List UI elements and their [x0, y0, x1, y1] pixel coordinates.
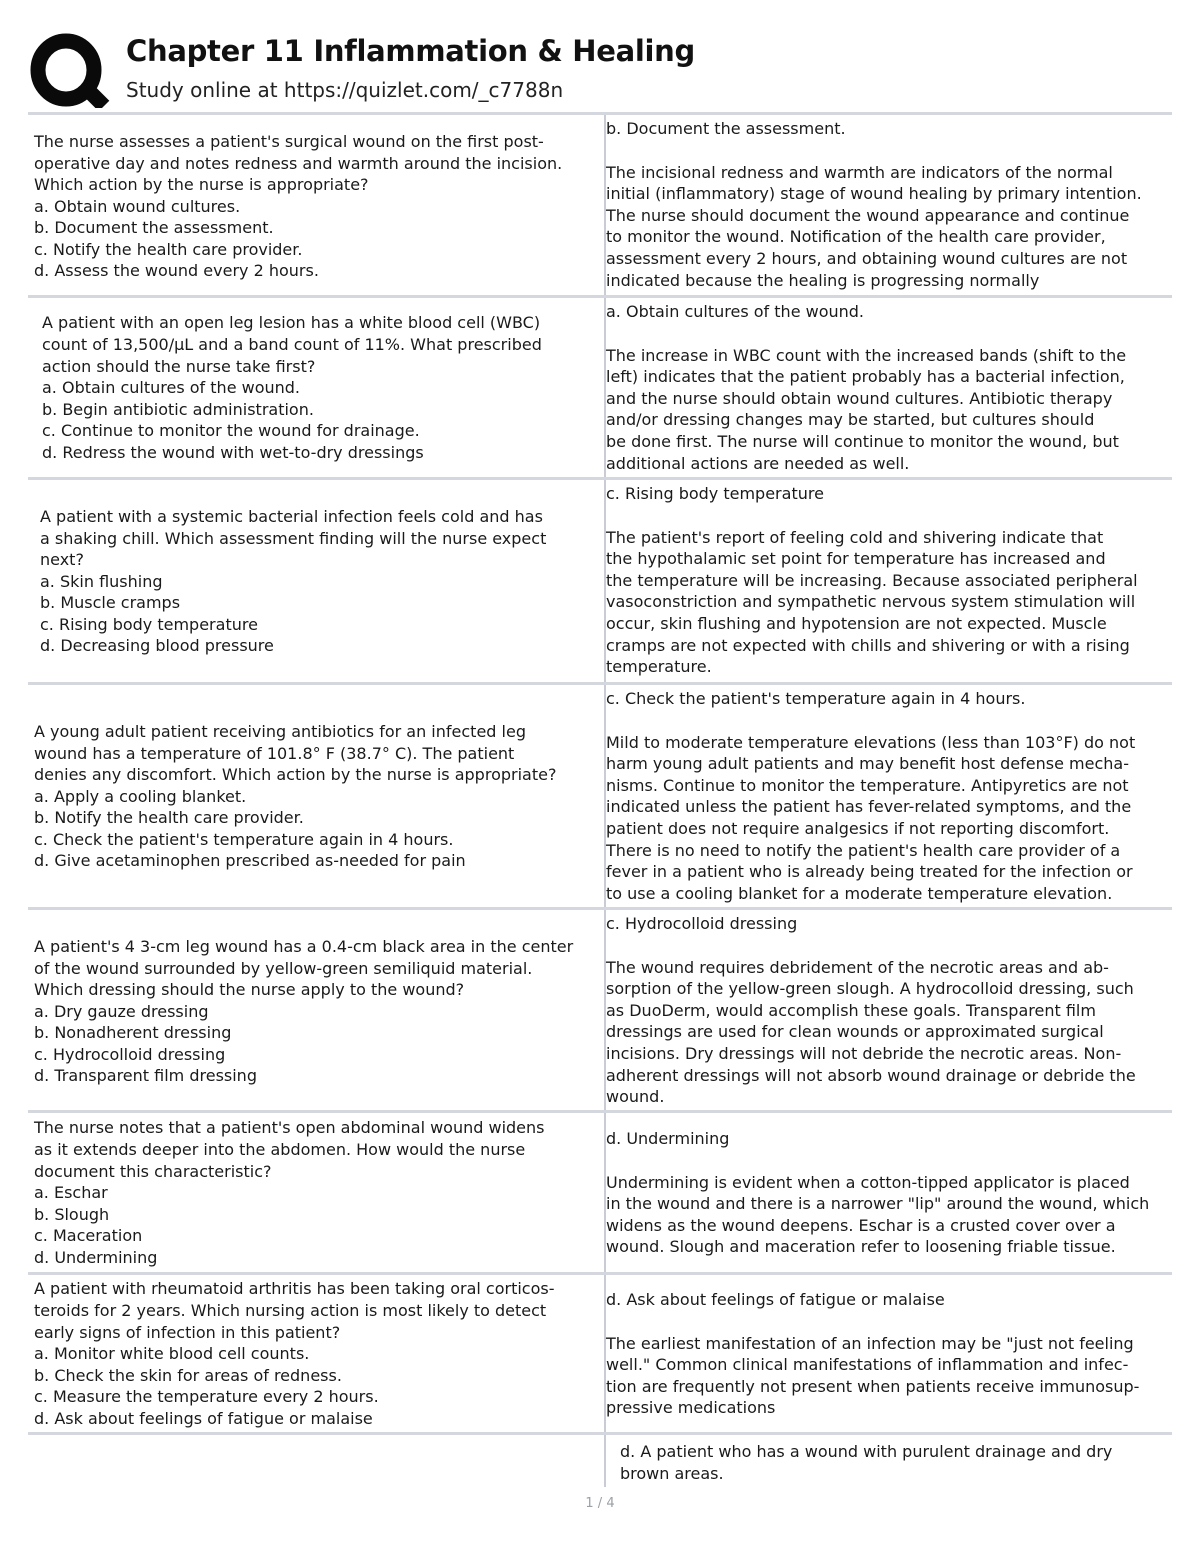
question-text: A patient with an open leg lesion has a white blood cell (WBC) count of 13,500/μL and a band count of 11%. What prescribed action should the nurse take first? a. Obtain cultures of the wound. b. Begin antibiotic administration. c. Continue to monitor the wound for drainage. d. Redress the wound with wet-to-dry dressings: [42, 313, 542, 462]
flashcard-row-5: [28, 907, 1172, 1113]
flashcard-row-6: [28, 1110, 1172, 1273]
question-text: A young adult patient receiving antibiotics for an infected leg wound has a temperature of 101.8° F (38.7° C). The patient denies any discomfort. Which action by the nurse is appropriate? a. Apply a cooling blanket. b. Notify the health care provider. c. Check the patient's temperature again in 4 hours. d. Give acetaminophen prescribed as-needed for pain: [34, 721, 557, 871]
question-cell: [34, 1275, 600, 1433]
flashcard-row-2: [28, 295, 1172, 478]
question-text: The nurse assesses a patient's surgical wound on the first post- operative day and notes redness and warmth around the incision. Which action by the nurse is appropriate? a. Obtain wound cultures. b. Document the assessment. c. Notify the health care provider. d. Assess the wound every 2 hours.: [34, 131, 563, 281]
answer-text: d. Undermining: [606, 1129, 730, 1149]
answer-cell: [604, 1275, 1170, 1433]
explanation-text: Mild to moderate temperature elevations (less than 103°F) do not harm young adult patients and may benefit host defense mecha- nisms. Continue to monitor the temperature. Antipyretics are not indicated unless the patient has fever-related symptoms, and the patient does not require analgesics if not reporting discomfort. There is no need to notify the patient's health care provider of a fever in a patient who is already being treated for the infection or to use a cooling blanket for a moderate temperature elevation.: [606, 732, 1136, 903]
answer-cell: [604, 1113, 1170, 1273]
explanation-text: The incisional redness and warmth are indicators of the normal initial (inflammatory) stage of wound healing by primary intention. The nurse should document the wound appearance and continue to monitor the wound. Notification of the health care provider, assessment every 2 hours, and obtaining wound cultures are not indicated because the healing is progressing normally: [606, 162, 1142, 290]
answer-cell: [604, 115, 1170, 298]
question-text: A patient with a systemic bacterial infection feels cold and has a shaking chill. Which assessment finding will the nurse expect next? a. Skin flushing b. Muscle cramps c. Rising body temperature d. Decreasing blood pressure: [40, 506, 547, 656]
answer-text: a. Obtain cultures of the wound.: [606, 302, 865, 321]
explanation-text: The wound requires debridement of the necrotic areas and ab- sorption of the yellow-green slough. A hydrocolloid dressing, such as DuoDerm, would accomplish these goals. Transparent film dressings are used for clean wounds or approximated surgical incisions. Dry dressings will not debride the necrotic areas. Non- adherent dressings will not absorb wound drainage or debride the wound.: [606, 957, 1136, 1107]
question-text: The nurse notes that a patient's open abdominal wound widens as it extends deeper into the abdomen. How would the nurse document this characteristic? a. Eschar b. Slough c. Maceration d. Undermining: [34, 1118, 545, 1267]
answer-cell: [604, 1435, 1170, 1487]
explanation-text: The increase in WBC count with the increased bands (shift to the left) indicates that the patient probably has a bacterial infection, and the nurse should obtain wound cultures. Antibiotic therapy and/or dressing changes may be started, but cultures should be done first. The nurse will continue to monitor the wound, but additional actions are needed as well.: [606, 345, 1127, 473]
page-number: 1 / 4: [585, 1496, 615, 1511]
explanation-text: The earliest manifestation of an infection may be "just not feeling well." Common clinical manifestations of inflammation and infec- tion are frequently not present when patients receive immunosup- pressive medications: [606, 1333, 1140, 1418]
flashcard-row-7: [28, 1272, 1172, 1433]
answer-text: c. Check the patient's temperature again in 4 hours.: [606, 689, 1026, 708]
question-cell: [34, 1113, 600, 1273]
question-cell: [34, 115, 600, 298]
answer-text: c. Rising body temperature: [606, 484, 824, 503]
quizlet-logo-icon: [30, 32, 130, 108]
flashcard-row-8: [28, 1432, 1172, 1487]
question-cell: [40, 480, 600, 683]
question-cell: [34, 685, 600, 908]
flashcard-row-4: [28, 682, 1172, 908]
answer-text: d. A patient who has a wound with purulent drainage and dry brown areas.: [620, 1442, 1113, 1483]
answer-cell: [604, 480, 1170, 683]
question-text: A patient with rheumatoid arthritis has been taking oral corticos- teroids for 2 years. Which nursing action is most likely to detect early signs of infection in this patient? a. Monitor white blood cell counts. b. Check the skin for areas of redness. c. Measure the temperature every 2 hours. d. Ask about feelings of fatigue or malaise: [34, 1279, 555, 1428]
study-online-link[interactable]: Study online at https://quizlet.com/_c7788n: [126, 78, 564, 102]
answer-cell: [604, 910, 1170, 1113]
answer-cell: [604, 298, 1170, 478]
answer-cell: [604, 685, 1170, 908]
answer-text: c. Hydrocolloid dressing: [606, 914, 798, 933]
question-cell: [42, 298, 600, 478]
question-text: A patient's 4 3-cm leg wound has a 0.4-cm black area in the center of the wound surrounded by yellow-green semiliquid material. Which dressing should the nurse apply to the wound? a. Dry gauze dressing b. Nonadherent dressing c. Hydrocolloid dressing d. Transparent film dressing: [34, 936, 574, 1086]
page-header: [28, 28, 1178, 110]
flashcard-row-3: [28, 477, 1172, 683]
flashcard-row-1: [28, 112, 1172, 298]
question-cell: [34, 910, 600, 1113]
answer-text: d. Ask about feelings of fatigue or malaise: [606, 1290, 945, 1310]
explanation-text: The patient's report of feeling cold and shivering indicate that the hypothalamic set point for temperature has increased and the temperature will be increasing. Because associated peripheral vasoconstriction and sympathetic nervous system stimulation will occur, skin flushing and hypotension are not expected. Muscle cramps are not expected with chills and shivering or with a rising temperature.: [606, 527, 1138, 677]
explanation-text: Undermining is evident when a cotton-tipped applicator is placed in the wound and there is a narrower "lip" around the wound, which widens as the wound deepens. Eschar is a crusted cover over a wound. Slough and maceration refer to loosening friable tissue.: [606, 1172, 1150, 1257]
answer-text: b. Document the assessment.: [606, 119, 846, 138]
page-title: Chapter 11 Inflammation & Healing: [126, 34, 695, 68]
question-cell: [34, 1435, 600, 1487]
